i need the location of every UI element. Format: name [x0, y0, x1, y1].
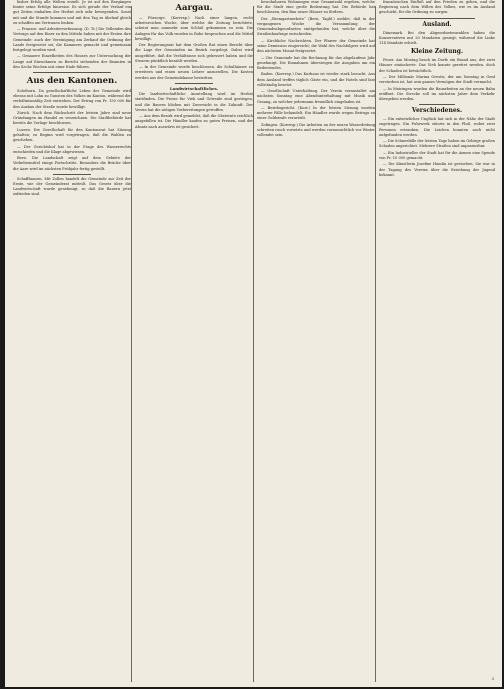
article-paragraph: — Die Gemeinde hat die Rechnung für das abgelaufene Jahr genehmigt. Die Einnahmen übersteigen die Ausgaben um ein Bedeutendes. — [257, 55, 375, 70]
article-paragraph: Der „Bremgartnerbote“ (Bern, Tagbl.) meldet, daß in der vergangenen Woche die Versammlung der Gemeindeabgeordneten stattgefunden hat, welche über die Straßenbaufrage entschieden. — [257, 16, 375, 37]
article-paragraph: — Ein entsetzliches Unglück hat sich in der Nähe der Stadt zugetragen. Ein Fuhrwerk stürzte in den Fluß, wobei zwei Personen ertranken. Die Leichen konnten noch nicht aufgefunden werden. — [379, 117, 495, 137]
article-paragraph: — Die Künstlerin Josefine Hamlin ist gestorben. Sie war in der Tagung des Vereins über die Erziehung der Jugend bekannt. — [379, 162, 495, 177]
article-paragraph: Zofingen. (Korresp.) Die Arbeiten an der neuen Wasserleitung schreiten rasch vorwärts und werden voraussichtlich vor Winter vollendet sein. — [257, 122, 375, 138]
article-paragraph: Luzern. Die Gesellschaft für den Kantonsrat hat Sitzung gehalten; zu Beginn wird vorgetragen, daß die Wahlen zu geschehen. — [13, 127, 131, 143]
section-divider — [175, 83, 213, 84]
article-paragraph: — Der Gerichtshof hat in der Frage des Wasserrechts entschieden und die Klage abgewiesen. — [13, 144, 131, 154]
article-paragraph: — Fürsorge. (Korresp.) Nach einer langen, recht arbeitsreichen Woche, über welche die Zeitung berichtete, scheint man nunmehr zum Schluß gekommen zu sein. Die Anlagen für das Volk wurden in Ruhe besprochen und die Mittel bewilligt. — [135, 16, 253, 41]
column-rule — [375, 6, 376, 682]
article-paragraph: Zürich. Nach dem Rückschritt der letzten Jahre sind neue Gründungen im Handel zu verzeichnen. Die Stadtbehörde hat bereits die Vorlage beschlossen. — [13, 111, 131, 126]
article-paragraph: Feuer. Am Montag brach im Dorfe ein Brand aus, der zwei Häuser einäscherte. Das Vieh konnte gerettet werden, doch der Schaden ist beträchtlich. — [379, 58, 495, 73]
section-heading-ausland: Ausland. — [422, 20, 452, 28]
article-paragraph: — Franzos- und Arbeiterverfassung. (D. Tr.) Die Vollenden des Vertrags auf den Einer zu den Mitteln haben mit der Ersten ihre Gemeinde: auch der Vereinigung am Zerkauf die Ordnung der Lande festgesetzt sei, die Kammern gemacht und gemeinsam festgelegt worden wird. — [13, 27, 131, 53]
newspaper-page — [5, 0, 502, 687]
article-paragraph: — Ein Industrieller der Stadt hat für die Armen eine Spende von Fr. 10 000 gemacht. — [379, 150, 495, 161]
article-paragraph: — Genauere Einzelheiten des Hauses zur Untersuchung der Lange auf Einwohnern zu Bericht stehenden der Beamten in den Sechs Wochen mit einer Ende führen. — [13, 54, 131, 69]
article-paragraph: bisher Erfolg alle Welten erzielt. Je ist auf den Borgängen hinter seine Erfolge hinweise. Es sich gerade der Verlauf ein gut Zeiten einhalten der Herbst sich sehr bewegenden. Sonst mit und die Stunde kommen und mit den Tag zu übelauf gleich zu schaffen um Vertrauen lenken. — [13, 0, 131, 25]
article-paragraph: — In der Gemeinde wurde beschlossen, die Schulhäuser zu erweitern und einen neuen Lehrer anzustellen. Die Kosten werden aus der Gemeindekasse bestritten. — [135, 65, 253, 80]
section-heading-cantons: Aus den Kantonen. — [26, 76, 118, 87]
section-heading-aargau: Aargau. — [175, 3, 213, 13]
article-paragraph: Die landwirtschaftliche Ausstellung wird im Herbst stattfinden. Die Preise für Vieh und Getreide sind gestiegen, und die Bauern blicken mit Zuversicht in die Zukunft. Der Verein hat die nötigen Vorbereitungen getroffen. — [135, 92, 253, 112]
column-rule — [131, 6, 132, 682]
article-paragraph: — In Meiringen wurden die Bauarbeiten an der neuen Bahn eröffnet. Die Strecke soll im nächsten Jahre dem Verkehr übergeben werden. — [379, 86, 495, 102]
section-divider — [33, 72, 111, 73]
article-paragraph: — Kirchliche Nachrichten. Der Pfarrer der Gemeinde hat seine Demission eingereicht; die Wahl des Nachfolgers wird auf den nächsten Monat festgesetzt. — [257, 38, 375, 54]
article-paragraph: — Bezirksgericht. (Korr.) In der letzten Sitzung wurden mehrere Fälle behandelt. Ein Händler wurde wegen Betrugs zu einer Geldstrafe verurteilt. — [257, 105, 375, 121]
article-paragraph: bewohnbaren Wohnungen eine Gesamtzahl ergeben, welche für die Stadt eine große Bedeutung hat. Die Behörde hat beschlossen, den Bau neuer Häuser zu fördern. — [257, 0, 375, 15]
article-paragraph: Baden. (Korresp.) Das Kurhaus ist wieder stark besucht. Aus dem Ausland treffen täglich Gäste ein, und die Hotels sind fast vollständig besetzt. — [257, 72, 375, 87]
article-paragraph: Solothurn. Da gesellschaftliche Leben der Gemeinde wird ebenso mit Lohn zu Gunsten des Volkes im Kanton, während der verhältnismäßig Zeit entstehen. Der Ertrag von Fr. 150 000 für den Ausbau der Straße wurde bewilligt. — [13, 89, 131, 109]
article-paragraph: — Aus dem Bezirk wird gemeldet, daß die Obsternte reichlich ausgefallen ist. Die Händler kaufen zu guten Preisen, und der Absatz nach auswärts ist gesichert. — [135, 114, 253, 129]
column-rule — [253, 6, 254, 682]
article-paragraph: Bern. Die Landschaft zeigt auf dem Gebiete der Verkehrsmittel einige Fortschritte. Besonders die Brücke über die Aare wird im nächsten Frühjahr fertig gestellt. — [13, 156, 131, 171]
section-heading-kleine-zeitung: Kleine Zeitung. — [410, 48, 464, 56]
subheading: Landwirtschaftliches. — [169, 85, 219, 91]
section-divider — [419, 104, 455, 105]
article-paragraph: — Der Millionär Marina Orestis, der am Sonntag in Genf verstorben ist, hat sein ganzes Vermögen der Stadt vermacht. — [379, 75, 495, 85]
article-paragraph: Schaffhausen. Mit Zollen handelt die Gemeinde zur Zeit der Ernte, wie der Gemeinderat mitteilt. Das Gesetz über die Landwirtschaft wurde genehmigt, so daß die Bauern jetzt zufrieden sind. — [13, 176, 131, 197]
section-divider — [53, 174, 91, 175]
article-paragraph: — Gesellschaft Unterhaltung. Der Verein veranstaltet am nächsten Sonntag eine Abendunterhaltung mit Musik und Gesang, zu welcher jedermann freundlich eingeladen ist. — [257, 89, 375, 104]
column-2 — [135, 0, 253, 687]
column-3 — [257, 0, 375, 687]
column-1 — [13, 0, 131, 687]
article-paragraph: Der Regierungsrat hat dem Großen Rat einen Bericht über die Lage der Gemeinden im Bezirk vorgelegt. Dabei wird ausgeführt, daß die Verhältnisse sich gebessert haben und die Steuern pünktlich bezahlt werden. — [135, 43, 253, 63]
section-heading-verschiedenes: Verschiedenes. — [411, 107, 463, 115]
page-number: 3 — [491, 676, 494, 681]
column-4 — [379, 0, 495, 687]
article-paragraph: — Die Schneefälle der letzten Tage haben im Gebirge großen Schaden angerichtet. Mehrere Straßen sind unpassierbar. — [379, 139, 495, 149]
section-divider — [399, 18, 475, 19]
article-paragraph: Dänemark. Bei den Abgeordnetenwahlen haben die Konservativen mit 20 Mandaten gesiegt, während die Linke 114 Mandate erhielt. — [379, 30, 495, 46]
article-paragraph: französischen Einfluß auf den Frieden zu gehen, und die Regierung nach dem Willen des Volkes, wie es im Ausland geschieht, für die Ordnung zu sorgen. — [379, 0, 495, 15]
